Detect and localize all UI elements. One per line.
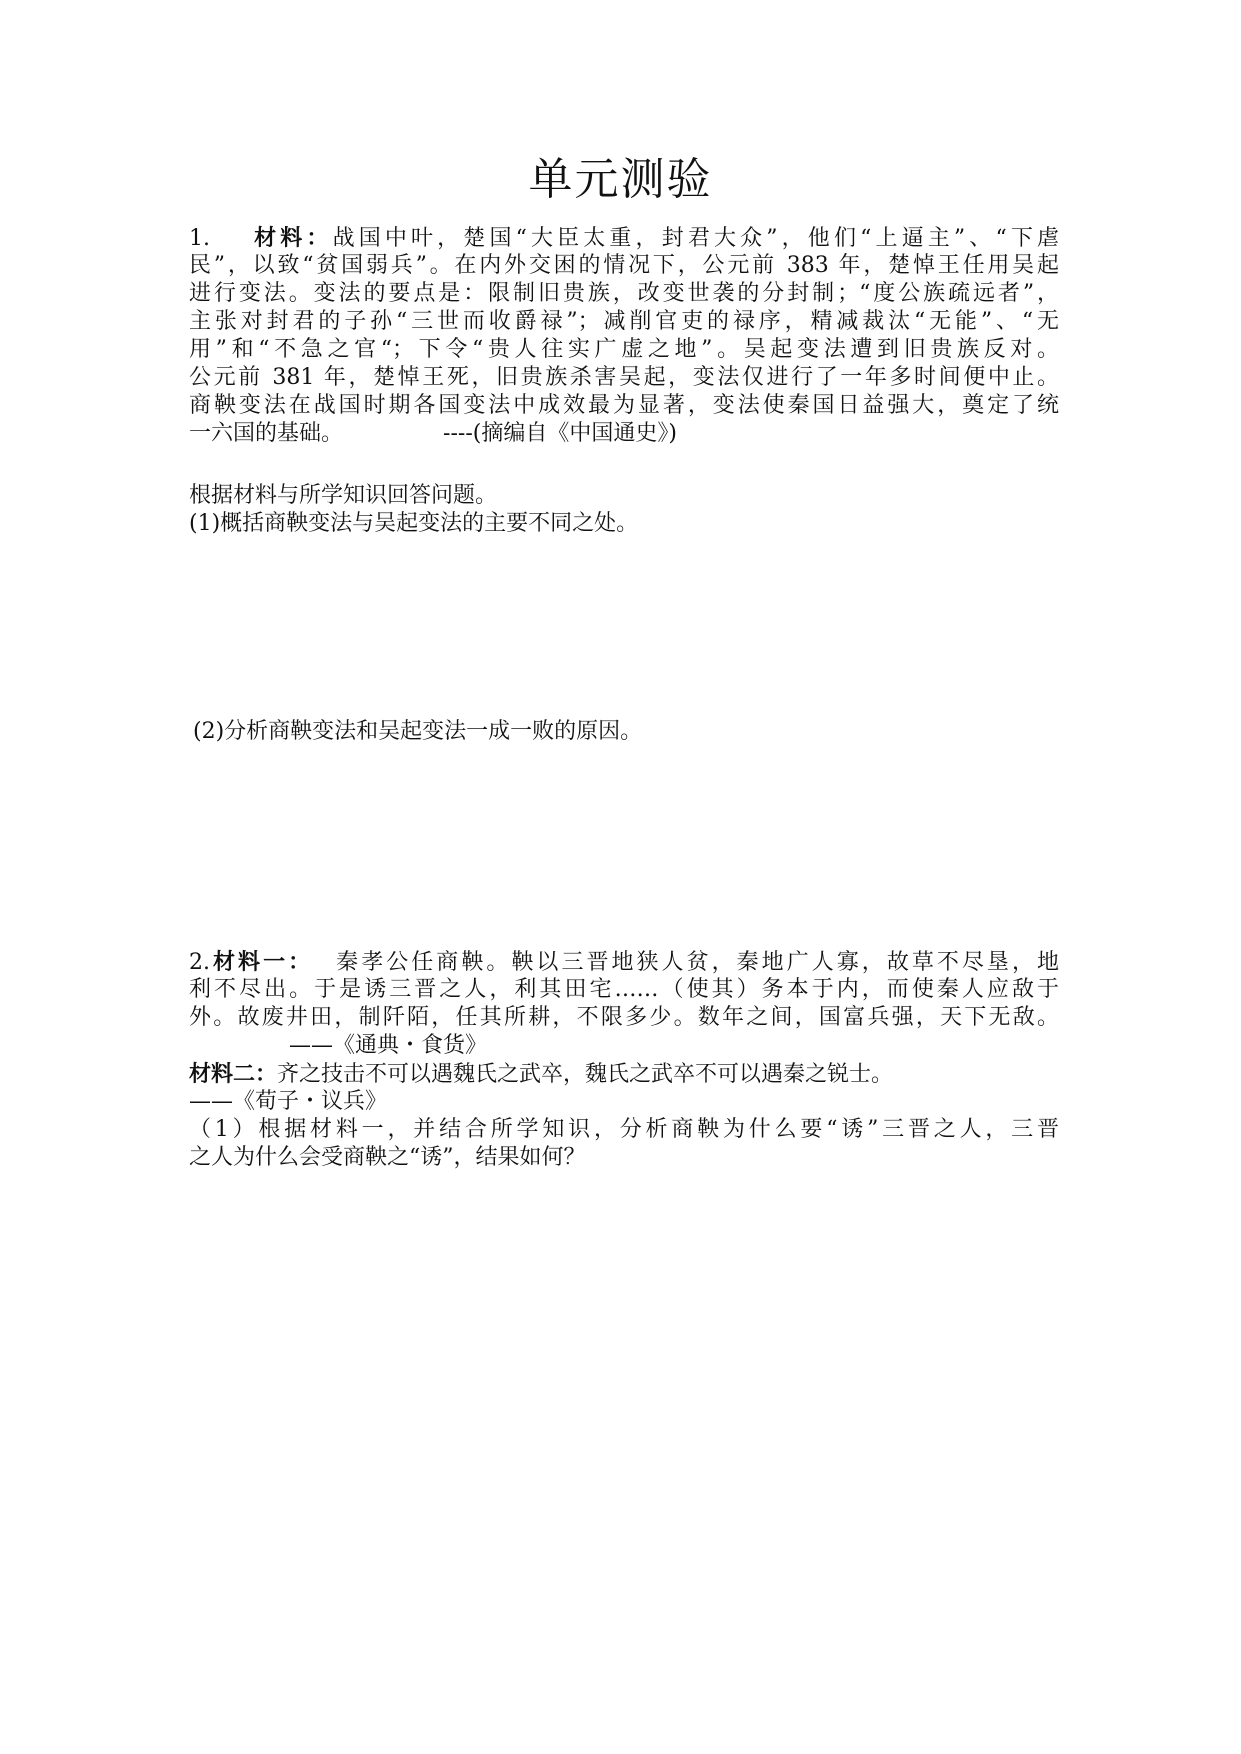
q1-line-8: [189, 418, 1059, 450]
q1-material-text-8: 一六国的基础。: [189, 421, 344, 446]
q1-line-3: 进行变法。变法的要点是：限制旧贵族，改变世袭的分封制；“度公族疏远者”，: [189, 281, 1059, 306]
q1-line-6: 公元前 381 年，楚悼王死，旧贵族杀害吴起，变法仅进行了一年多时间便中止。: [189, 365, 1059, 390]
q2-number: 2.: [189, 950, 210, 975]
q2-material2-text: 齐之技击不可以遇魏氏之武卒，魏氏之武卒不可以遇秦之锐士。: [277, 1062, 894, 1087]
q1-instruction: 根据材料与所学知识回答问题。: [189, 483, 498, 508]
q2-material1-label: 材料一：: [210, 949, 314, 975]
q1-line-4: 主张对封君的子孙“三世而收爵禄”；减削官吏的禄序，精减裁汰“无能”、“无: [189, 309, 1059, 334]
q2-sub-question-1-line-1: （1）根据材料一，并结合所学知识，分析商鞅为什么要“诱”三晋之人，三晋: [189, 1117, 1059, 1142]
q1-material-text-1: 战国中叶，楚国“大臣太重，封君大众”，他们“上逼主”、“下虐: [332, 226, 1059, 251]
q2-sub-question-1-line-2: 之人为什么会受商鞅之“诱”，结果如何？: [189, 1145, 586, 1170]
q2-material2-source: ——《荀子・议兵》: [189, 1089, 388, 1114]
page-title: 单元测验: [528, 154, 713, 205]
q1-sub-question-2: (2)分析商鞅变法和吴起变法一成一败的原因。: [193, 719, 643, 744]
q1-line-2: 民”，以致“贫国弱兵”。在内外交困的情况下，公元前 383 年，楚悼王任用吴起: [189, 253, 1059, 278]
q2-line-3: 外。故废井田，制阡陌，任其所耕，不限多少。数年之间，国富兵强，天下无敌。: [189, 1005, 1059, 1030]
q1-source: ----(摘编自《中国通史》): [443, 421, 677, 446]
q2-material1-source: ——《通典・食货》: [289, 1033, 488, 1058]
q1-line-7: 商鞅变法在战国时期各国变法中成效最为显著，变法使秦国日益强大，奠定了统: [189, 393, 1059, 418]
q2-material1-text-1: 秦孝公任商鞅。鞅以三晋地狭人贫，秦地广人寡，故草不尽垦，地: [333, 950, 1059, 975]
q1-line-5: 用”和“不急之官“；下令“贵人往实广虚之地”。吴起变法遭到旧贵族反对。: [189, 337, 1059, 362]
q2-material2-label: 材料二：: [189, 1061, 278, 1087]
q1-sub-question-1: (1)概括商鞅变法与吴起变法的主要不同之处。: [189, 511, 639, 536]
q1-material-label: 材料：: [250, 225, 333, 251]
q1-number: 1.: [189, 226, 210, 251]
q2-line-2: 利不尽出。于是诱三晋之人，利其田宅……（使其）务本于内，而使秦人应敌于: [189, 977, 1059, 1002]
